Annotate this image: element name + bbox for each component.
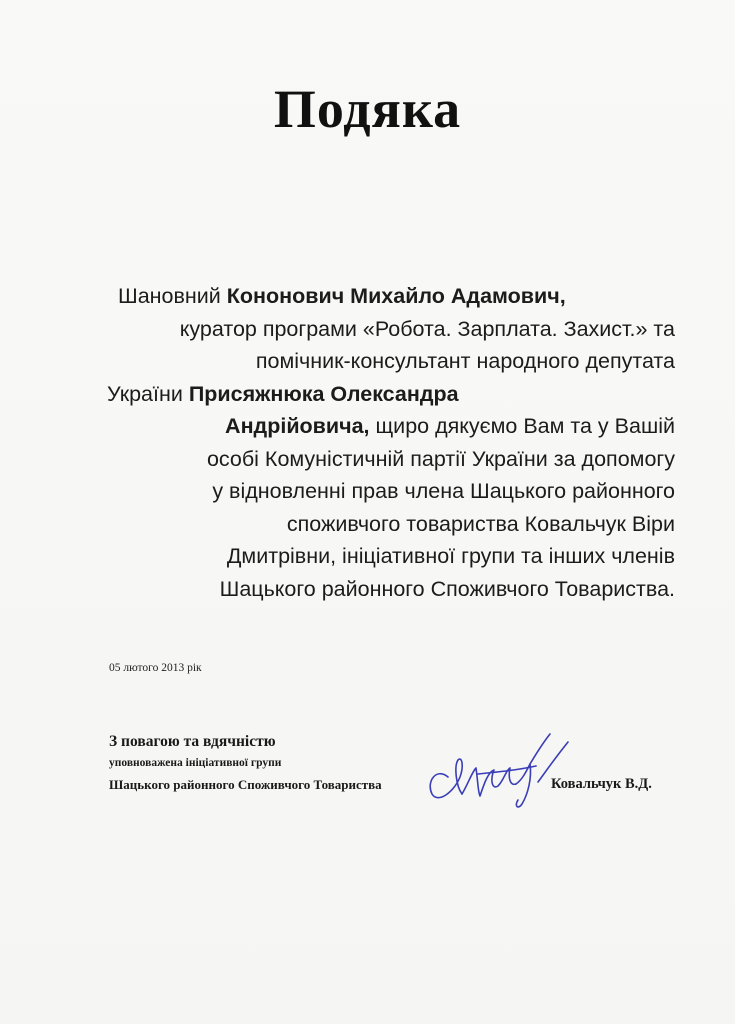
letter-date: 05 лютого 2013 рік <box>109 662 202 674</box>
letter-line-4 <box>85 378 675 411</box>
letter-body <box>85 280 675 605</box>
country-text: України <box>107 381 189 406</box>
closing-phrase: З повагою та вдячністю <box>109 733 276 750</box>
letter-line-9: Дмитрівни, ініціативної групи та інших членів <box>226 544 675 568</box>
handwritten-signature <box>418 722 578 822</box>
salutation: Шановний <box>118 284 227 308</box>
signer-name: Ковальчук В.Д. <box>551 776 652 792</box>
letter-line-2: куратор програми «Робота. Зарплата. Захист.» та <box>179 316 675 341</box>
thanks-text: щиро дякуємо Вам та у Вашій <box>369 414 675 438</box>
letter-line-1 <box>85 280 675 313</box>
letter-line-3: помічник-консультант народного депутата <box>255 349 675 373</box>
deputy-patronymic: Андрійовича, <box>225 414 370 438</box>
letter-line-5 <box>85 410 675 443</box>
deputy-name: Присяжнюка Олександра <box>188 381 459 406</box>
letter-line-7: у відновленні прав члена Шацького районного <box>212 479 675 503</box>
letter-line-10: Шацького районного Споживчого Товариства. <box>219 576 675 601</box>
letter-line-6: особі Комуністичній партії України за допомогу <box>206 446 675 471</box>
document-title: Подяка <box>273 79 462 139</box>
letter-line-8: споживчого товариства Ковальчук Віри <box>286 511 675 536</box>
recipient-name: Кононович Михайло Адамович, <box>226 284 566 308</box>
signer-role-line-2: Шацького районного Споживчого Товариства <box>109 777 382 792</box>
signer-role-line-1: уповноважена ініціативної групи <box>109 757 282 769</box>
